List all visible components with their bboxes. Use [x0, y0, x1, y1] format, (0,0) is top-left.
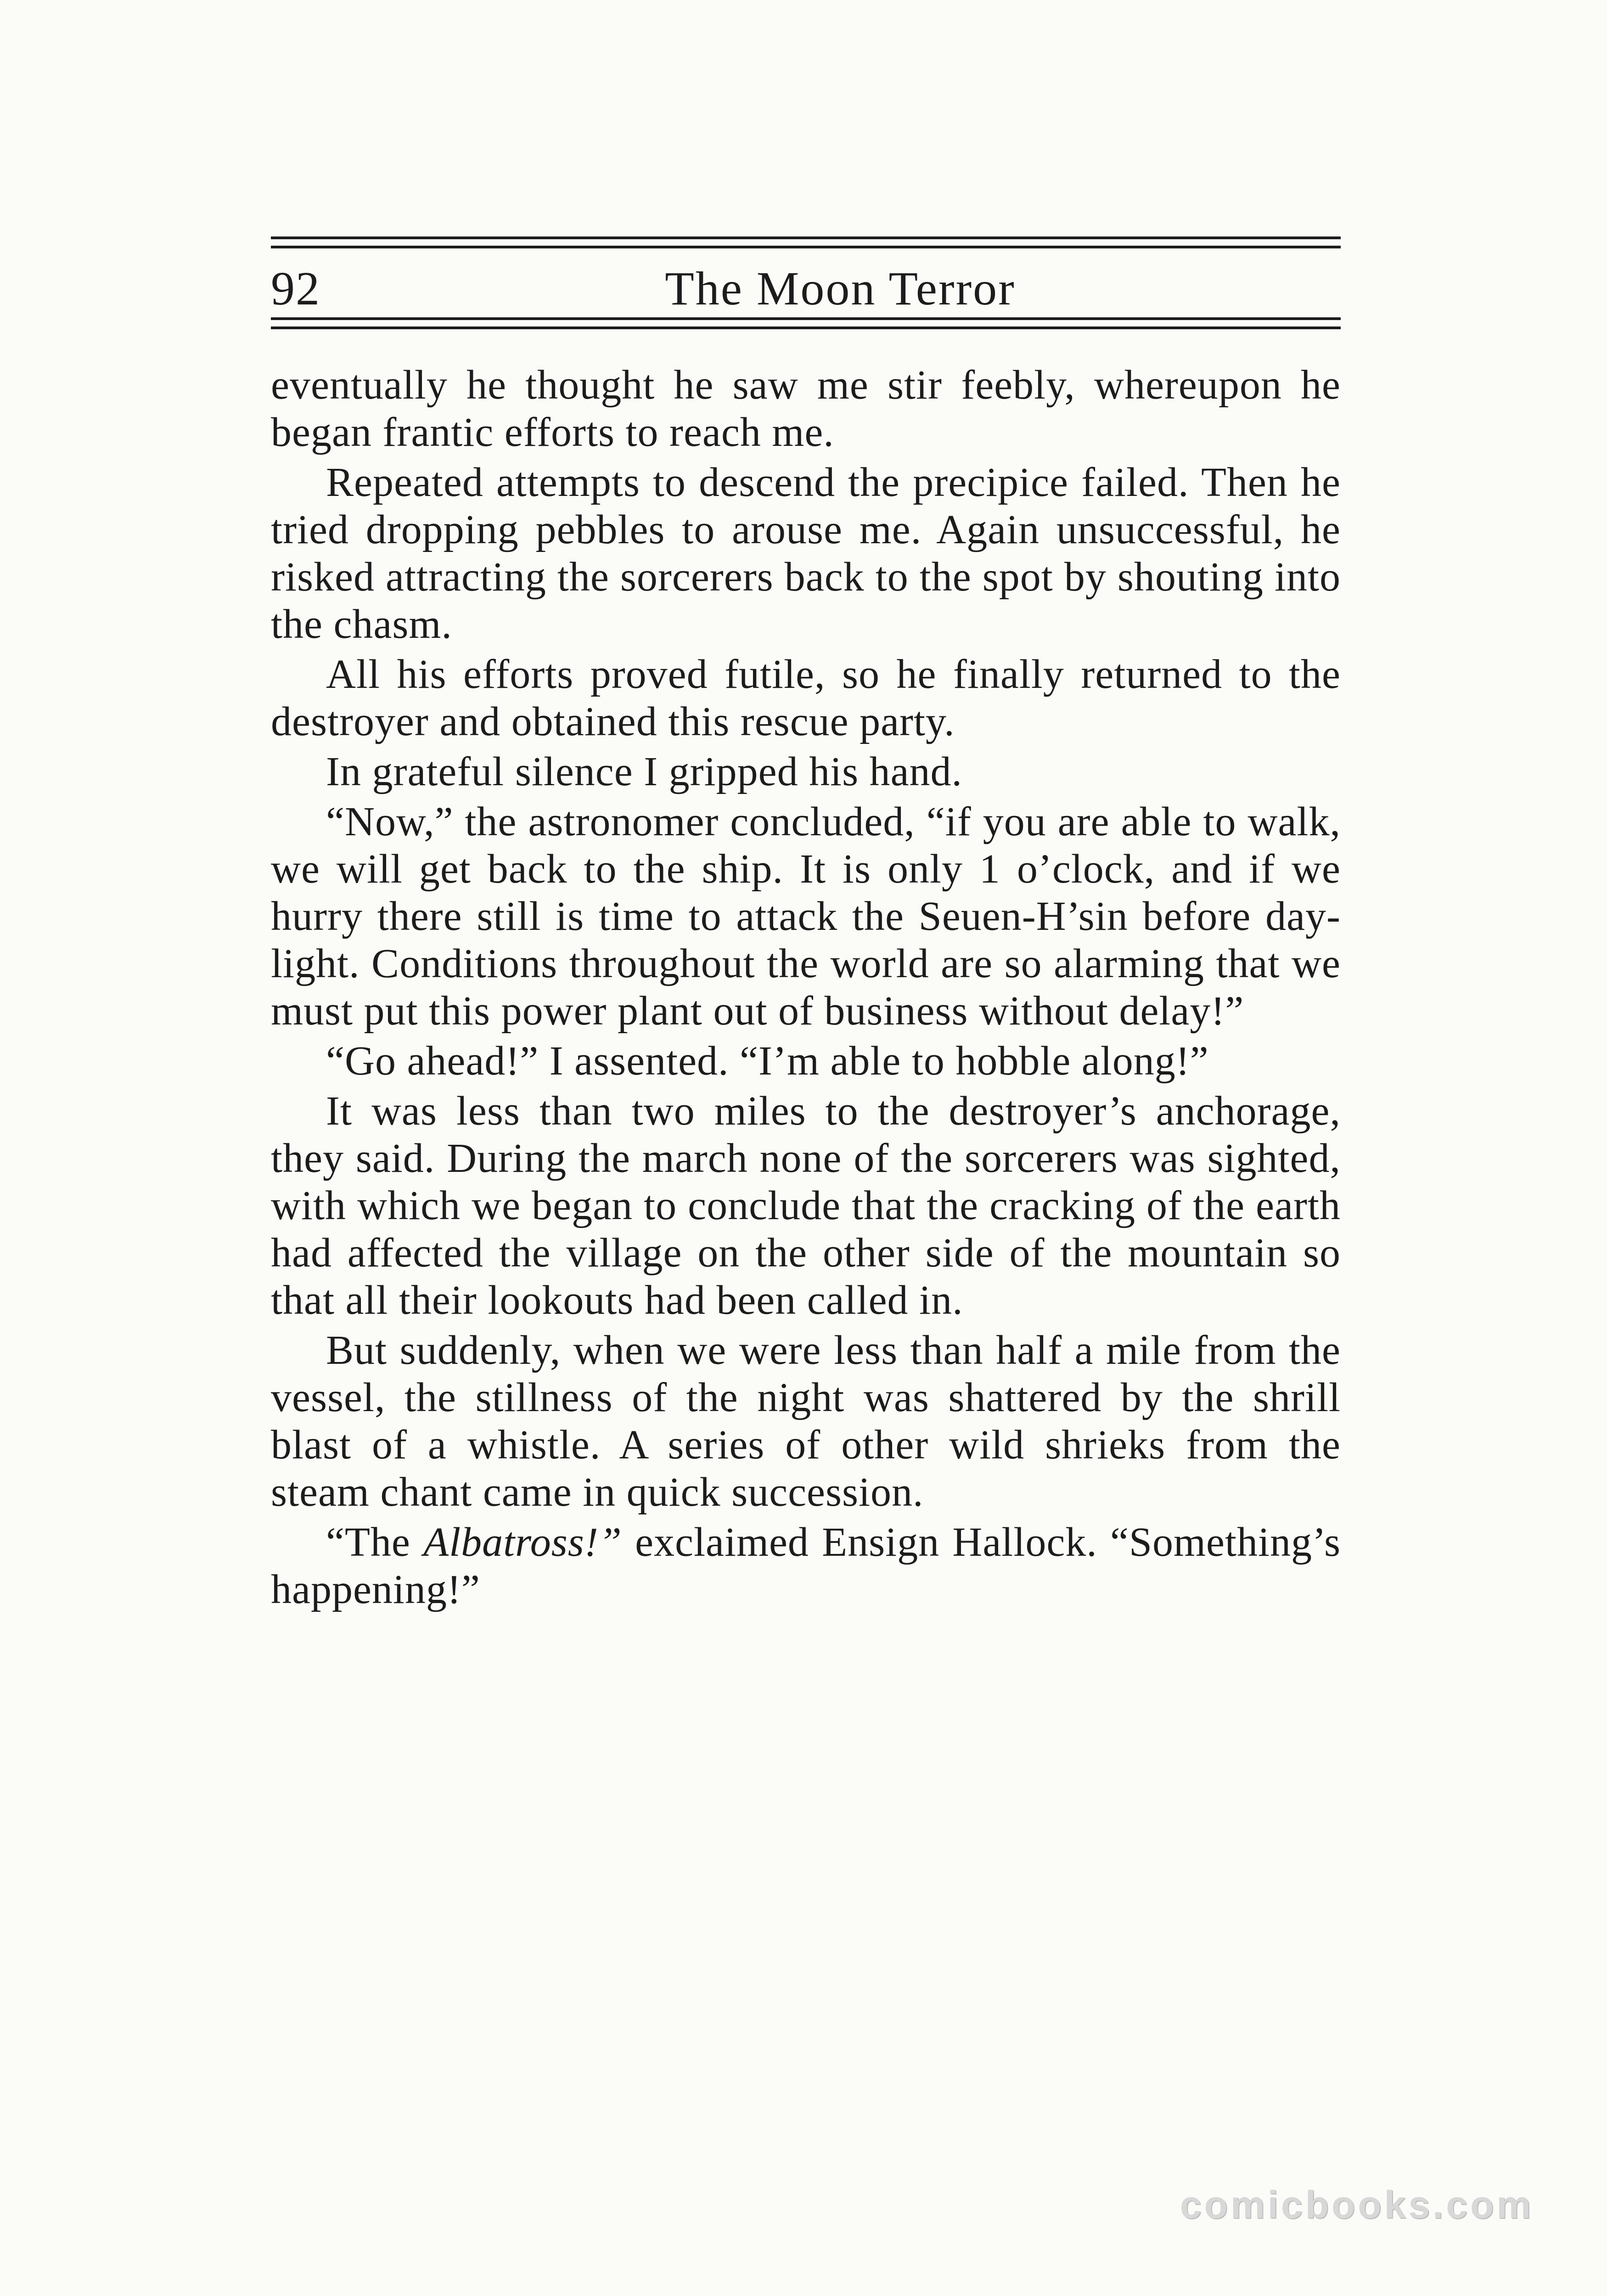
paragraph: “Now,” the astronomer concluded, “if you are able to walk, we will get back to the ship. It is only 1 o’clock, and if we hurry there still is time to attack the Seuen-H’sin before day-light. Conditions throughout the world are so alarming that we must put this power plant out of business without delay!” [271, 799, 1341, 1034]
bottom-rule-1 [271, 317, 1341, 320]
bottom-rule-2 [271, 326, 1341, 329]
body-text [271, 361, 1341, 1613]
ship-name-italic: Albatross!” [423, 1519, 622, 1565]
watermark: comicbooks.com [1180, 2183, 1534, 2226]
header-bottom-rules [271, 317, 1341, 329]
paragraph: Repeated attempts to descend the precipice failed. Then he tried dropping pebbles to arouse me. Again unsuccessful, he risked attracting the sorcerers back to the spot by shouting into the chasm. [271, 460, 1341, 647]
paragraph: All his efforts proved futile, so he finally returned to the destroyer and obtained this rescue party. [271, 652, 1341, 744]
top-rule-1 [271, 236, 1341, 239]
paragraph: But suddenly, when we were less than half a mile from the vessel, the stillness of the night was shattered by the shrill blast of a whistle. A series of other wild shrieks from the steam chant came in quick succession. [271, 1328, 1341, 1515]
last-paragraph-end: exclaimed Ensign Hallock. “Something’s happening!” [271, 1519, 1341, 1612]
header-top-rules [271, 236, 1341, 248]
paragraph: “Go ahead!” I assented. “I’m able to hobble along!” [326, 1038, 1209, 1084]
last-paragraph-start: “The [326, 1519, 424, 1565]
paragraph-last [271, 1519, 1341, 1613]
page-number: 92 [271, 262, 320, 315]
running-head [271, 248, 1341, 317]
book-page [271, 236, 1341, 1616]
paragraph: eventually he thought he saw me stir feebly, whereupon he began frantic efforts to reach me. [271, 362, 1341, 455]
paragraph: In grateful silence I gripped his hand. [326, 749, 963, 794]
paragraph: It was less than two miles to the destroyer’s anchorage, they said. During the march none of the sorcerers was sighted, with which we began to conclude that the cracking of the earth had affected the village on the other side of the mountain so that all their lookouts had been called in. [271, 1088, 1341, 1323]
running-title: The Moon Terror [665, 262, 1016, 315]
